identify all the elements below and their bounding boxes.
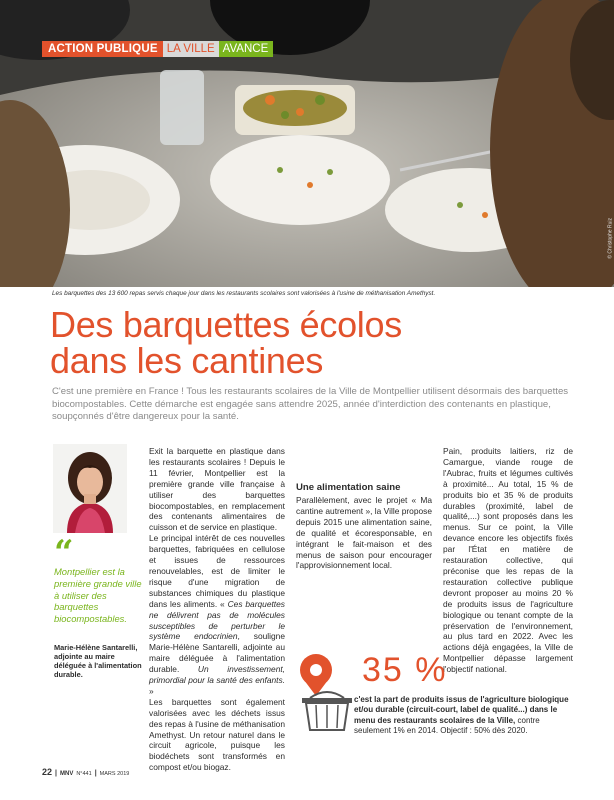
issue-date: MARS 2019: [99, 771, 130, 777]
rubric-part1: LA VILLE: [163, 41, 219, 57]
portrait-photo: [53, 444, 127, 533]
body-text: »: [149, 685, 154, 696]
photo-caption: Les barquettes des 13 600 repas servis chaque jour dans les restaurants scolaires sont valorisées à l'usine de méthanisation Amethyst.: [52, 290, 436, 297]
footer-separator: |: [94, 770, 97, 777]
body-quote: Un investissement, primordial pour la santé des enfants.: [149, 664, 285, 686]
issue-number: N°441: [76, 771, 92, 777]
portrait-illustration: [53, 444, 127, 533]
subheading: Une alimentation saine: [296, 482, 401, 493]
basket-pin-icon: [296, 652, 358, 734]
stat-text-rest: contre seulement 1% en 2014. Objectif : 50% dès 2020.: [354, 715, 540, 736]
page-footer: [42, 767, 129, 777]
quote-author: Marie-Hélène Santarelli, adjointe au maire déléguée à l'alimentation durable.: [54, 643, 142, 679]
article-column-1: [149, 446, 285, 773]
footer-separator: |: [55, 770, 57, 777]
body-paragraph: Parallèlement, avec le projet « Ma cantine autrement », la Ville propose depuis 2015 une alimentation saine, de qualité et écoresponsable, en intégrant le fait-maison et des menus de saison pour encourager l'approvisionnement local.: [296, 495, 432, 571]
stat-text-bold: c'est la part de produits issus de l'agriculture biologique et/ou durable (circuit-court, label de qualité...) dans le menu des restaurants scolaires de la Ville,: [354, 695, 569, 725]
body-paragraph: [149, 533, 285, 697]
body-text: , souligne Marie-Hélène Santarelli, adjointe au maire déléguée à l'alimentation durable.: [149, 631, 285, 675]
page-number: 22: [42, 767, 53, 777]
body-paragraph: Pain, produits laitiers, riz de Camargue, viande rouge de l'Aubrac, fruits et légumes cultivés à proximité... Au total, 15 % de produits bio et 35 % de produits durables (proximité, label de qualité,...) sont proposés dans les menus. Sur ce point, la Ville devance encore les objectifs fixés par l'État en matière de restauration collective, qui préconise que les repas de la restauration collective publique devront proposer au moins 20 % de produits issus de l'agriculture biologique ou tenant compte de la préservation de l'environnement, au plus tard en 2022. Avec les actions déjà engagées, la Ville de Montpellier dépasse largement l'objectif national.: [443, 446, 573, 675]
body-paragraph: Exit la barquette en plastique dans les restaurants scolaires ! Depuis le 11 février, Montpellier est la première grande ville française à utiliser des barquettes biocompostables, en remplacement des contenants alimentaires de cuisson et de service en plastique.: [149, 446, 285, 533]
body-text: Le principal intérêt de ces nouvelles barquettes, fabriquées en cellulose et issues de ressources renouvelables, est de limiter le risque d'une migration de substances chimiques du plastique dans les aliments. «: [149, 533, 285, 609]
pull-quote: Montpellier est la première grande ville à utiliser des barquettes biocompostables.: [54, 566, 142, 625]
rubric-section: ACTION PUBLIQUE: [42, 41, 163, 57]
quote-mark: “: [54, 533, 74, 573]
stat-text: [354, 695, 576, 737]
body-paragraph: Les barquettes sont également valorisées avec les déchets issus des repas à l'usine de méthanisation Amethyst. Un retour naturel dans le circuit agricole, puisque les biodéchets sont transformés en compost et/ou biogaz.: [149, 696, 285, 773]
stat-number: 35 %: [362, 651, 448, 689]
section-rubric: [42, 41, 273, 57]
rubric-part2: AVANCE: [219, 41, 274, 57]
body-quote: Ces barquettes ne délivrent pas de molécules susceptibles de perturber le système endocrinien: [149, 598, 285, 642]
title-line-1: Des barquettes écolos: [50, 304, 402, 345]
title-line-2: dans les cantines: [50, 340, 324, 381]
article-column-2: [296, 456, 432, 571]
article-column-3: [443, 446, 573, 675]
article-intro: C'est une première en France ! Tous les restaurants scolaires de la Ville de Montpellier utilisent désormais des barquettes biocompostables. Cette démarche est engagée sans attendre 2025, année d'interdiction des contenants en plastique, soupçonnés d'être dangereux pour la santé.: [52, 386, 569, 423]
magazine-name: MNV: [59, 771, 74, 777]
photo-credit: © Christophe Ruiz: [608, 218, 614, 259]
article-title: [50, 304, 402, 381]
